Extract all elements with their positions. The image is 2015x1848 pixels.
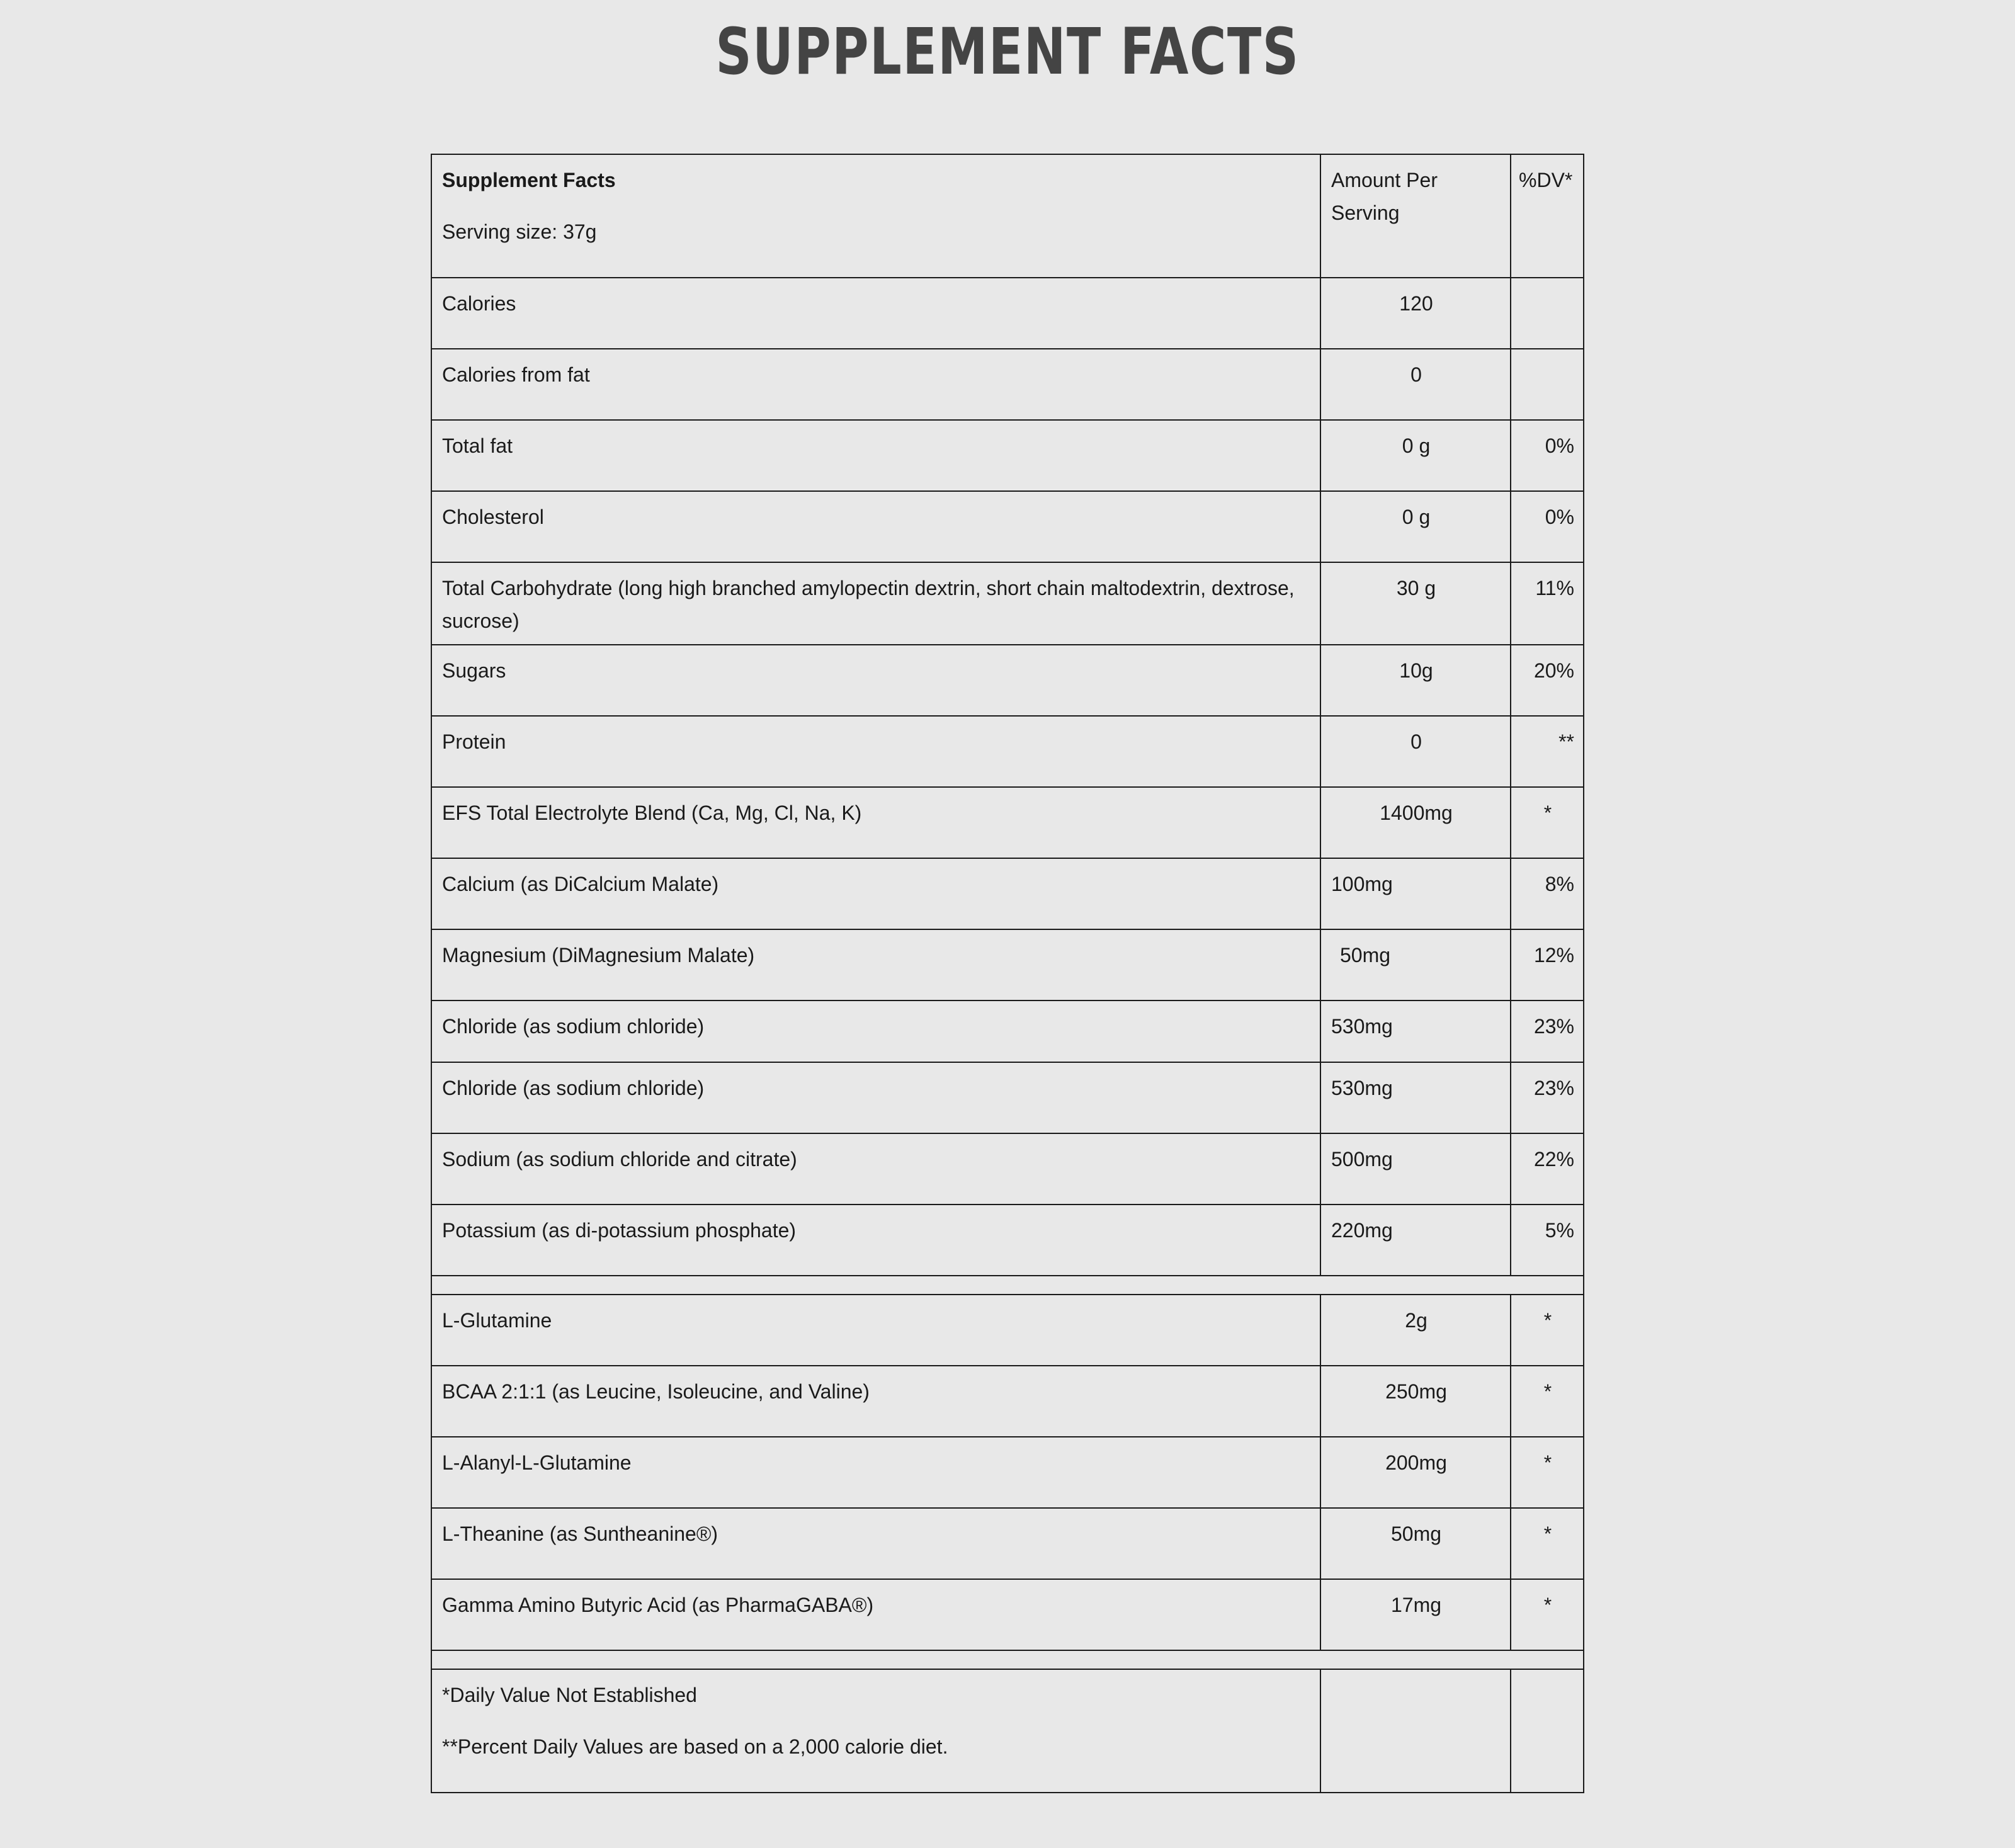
nutrient-name: L-Theanine (as Suntheanine®) — [431, 1508, 1320, 1579]
nutrient-dv: * — [1511, 787, 1584, 858]
nutrient-name: EFS Total Electrolyte Blend (Ca, Mg, Cl, Na, K) — [431, 787, 1320, 858]
nutrient-dv: 5% — [1511, 1205, 1584, 1276]
section-divider — [431, 1276, 1584, 1295]
nutrient-dv: 0% — [1511, 420, 1584, 491]
nutrient-dv: * — [1511, 1295, 1584, 1366]
amount-per-serving-label: Amount Per Serving — [1331, 169, 1438, 224]
table-row — [431, 491, 1584, 562]
nutrient-amount: 100mg — [1320, 858, 1511, 929]
table-row — [431, 562, 1584, 645]
table-title: Supplement Facts — [442, 169, 616, 191]
table-row — [431, 1366, 1584, 1437]
nutrient-amount: 30 g — [1320, 562, 1511, 645]
nutrient-amount: 120 — [1320, 278, 1511, 349]
table-row — [431, 929, 1584, 1001]
nutrient-dv: 23% — [1511, 1001, 1584, 1062]
table-header-row — [431, 154, 1584, 278]
table-row — [431, 1437, 1584, 1508]
page-title: SUPPLEMENT FACTS — [715, 14, 1300, 89]
nutrient-dv: * — [1511, 1579, 1584, 1650]
table-row — [431, 1133, 1584, 1205]
nutrient-amount: 220mg — [1320, 1205, 1511, 1276]
nutrient-name: Magnesium (DiMagnesium Malate) — [431, 929, 1320, 1001]
footnote-empty-cell — [1511, 1669, 1584, 1793]
nutrient-name: Chloride (as sodium chloride) — [431, 1001, 1320, 1062]
nutrient-dv: 0% — [1511, 491, 1584, 562]
footnote-percent-daily-value: **Percent Daily Values are based on a 2,000 calorie diet. — [442, 1735, 948, 1758]
nutrient-name: Sugars — [431, 645, 1320, 716]
footnote-row — [431, 1669, 1584, 1793]
nutrient-amount: 530mg — [1320, 1001, 1511, 1062]
nutrient-amount: 0 g — [1320, 491, 1511, 562]
serving-size: Serving size: 37g — [442, 220, 597, 243]
supplement-facts-table — [431, 154, 1584, 1793]
nutrient-dv: * — [1511, 1366, 1584, 1437]
table-row — [431, 1205, 1584, 1276]
nutrient-dv: * — [1511, 1508, 1584, 1579]
nutrient-name: Protein — [431, 716, 1320, 787]
nutrient-amount: 50mg — [1320, 929, 1511, 1001]
nutrient-dv: 12% — [1511, 929, 1584, 1001]
nutrient-dv: 20% — [1511, 645, 1584, 716]
nutrient-amount: 50mg — [1320, 1508, 1511, 1579]
table-row — [431, 1295, 1584, 1366]
nutrient-name: BCAA 2:1:1 (as Leucine, Isoleucine, and Valine) — [431, 1366, 1320, 1437]
nutrient-dv: ** — [1511, 716, 1584, 787]
table-row — [431, 787, 1584, 858]
nutrient-name: Total Carbohydrate (long high branched amylopectin dextrin, short chain maltodextrin, dextrose, sucrose) — [431, 562, 1320, 645]
footnote-cell — [431, 1669, 1320, 1793]
nutrient-name: Chloride (as sodium chloride) — [431, 1062, 1320, 1133]
table-row — [431, 1062, 1584, 1133]
nutrient-name: Calories from fat — [431, 349, 1320, 420]
table-row — [431, 420, 1584, 491]
table-row — [431, 858, 1584, 929]
nutrient-amount: 17mg — [1320, 1579, 1511, 1650]
supplement-facts-panel — [431, 154, 1583, 1793]
nutrient-name: Gamma Amino Butyric Acid (as PharmaGABA®) — [431, 1579, 1320, 1650]
nutrient-amount: 200mg — [1320, 1437, 1511, 1508]
nutrient-name: Calcium (as DiCalcium Malate) — [431, 858, 1320, 929]
nutrient-dv: 11% — [1511, 562, 1584, 645]
table-row — [431, 645, 1584, 716]
table-row — [431, 349, 1584, 420]
nutrient-dv — [1511, 278, 1584, 349]
nutrient-amount: 530mg — [1320, 1062, 1511, 1133]
nutrient-amount: 500mg — [1320, 1133, 1511, 1205]
nutrient-dv: 8% — [1511, 858, 1584, 929]
footnote-empty-cell — [1320, 1669, 1511, 1793]
section-divider — [431, 1650, 1584, 1669]
nutrient-amount: 250mg — [1320, 1366, 1511, 1437]
nutrient-amount: 0 — [1320, 716, 1511, 787]
table-row — [431, 716, 1584, 787]
nutrient-name: Potassium (as di-potassium phosphate) — [431, 1205, 1320, 1276]
nutrient-dv: 22% — [1511, 1133, 1584, 1205]
header-label-cell — [431, 154, 1320, 278]
table-row — [431, 1508, 1584, 1579]
nutrient-name: L-Glutamine — [431, 1295, 1320, 1366]
nutrient-amount: 2g — [1320, 1295, 1511, 1366]
nutrient-dv — [1511, 349, 1584, 420]
table-row — [431, 1579, 1584, 1650]
nutrient-amount: 0 — [1320, 349, 1511, 420]
nutrient-name: L-Alanyl-L-Glutamine — [431, 1437, 1320, 1508]
daily-value-label: %DV* — [1519, 169, 1573, 191]
nutrient-amount: 0 g — [1320, 420, 1511, 491]
nutrient-name: Cholesterol — [431, 491, 1320, 562]
nutrient-name: Calories — [431, 278, 1320, 349]
footnote-daily-value: *Daily Value Not Established — [442, 1684, 697, 1706]
nutrient-amount: 1400mg — [1320, 787, 1511, 858]
table-row — [431, 1001, 1584, 1062]
dv-header-cell — [1511, 154, 1584, 278]
nutrient-amount: 10g — [1320, 645, 1511, 716]
nutrient-name: Sodium (as sodium chloride and citrate) — [431, 1133, 1320, 1205]
nutrient-dv: 23% — [1511, 1062, 1584, 1133]
nutrient-name: Total fat — [431, 420, 1320, 491]
amount-header-cell — [1320, 154, 1511, 278]
nutrient-dv: * — [1511, 1437, 1584, 1508]
table-row — [431, 278, 1584, 349]
